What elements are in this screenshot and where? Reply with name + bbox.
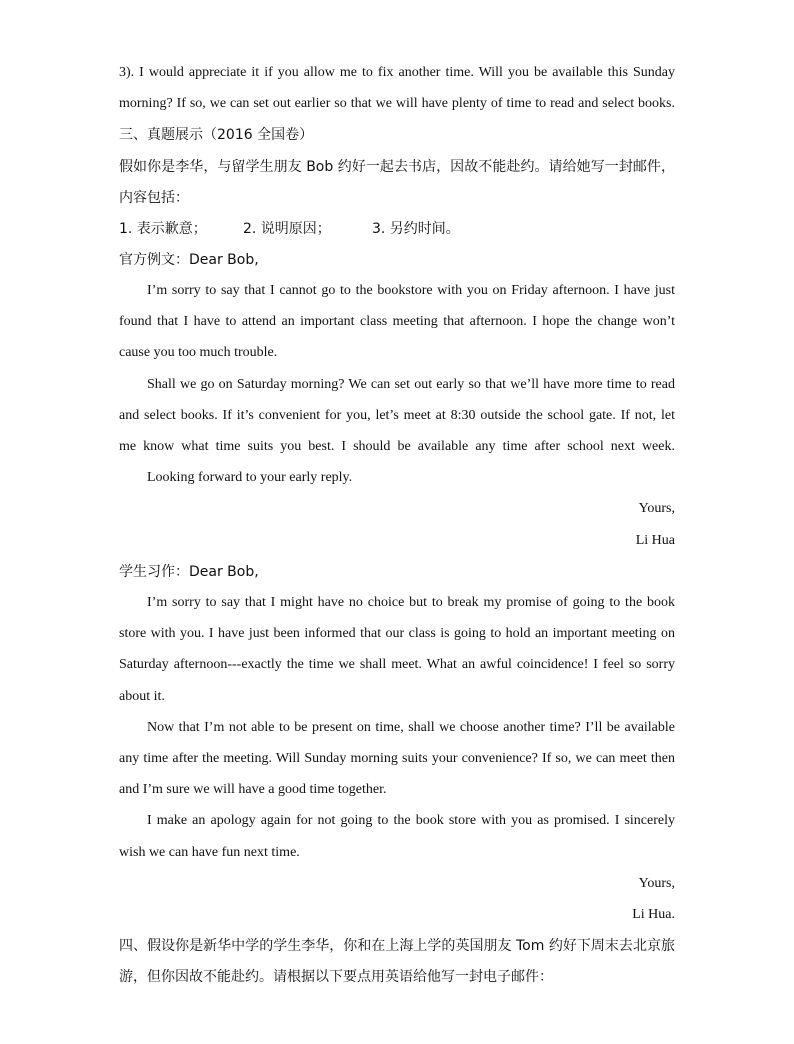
signature-line: Li Hua. bbox=[632, 907, 675, 922]
para-line: Saturday afternoon---exactly the time we shall meet. What an awful coincidence! I feel so sorry bbox=[119, 657, 675, 672]
para-line: Now that I’m not able to be present on time, shall we choose another time? I’ll be available bbox=[147, 720, 675, 735]
para-line: me know what time suits you best. I should be available any time after school next week. bbox=[119, 439, 675, 454]
para-line: and select books. If it’s convenient for you, let’s meet at 8:30 outside the school gate. If not, let bbox=[119, 408, 675, 423]
section-heading: 三、真题展示（2016 全国卷） bbox=[119, 127, 314, 143]
para-line: store with you. I have just been informed that our class is going to hold an important meeting on bbox=[119, 626, 675, 641]
task-prompt-line: 内容包括： bbox=[119, 190, 189, 206]
task-prompt-line: 四、假设你是新华中学的学生李华，你和在上海上学的英国朋友 Tom 约好下周末去北京旅 bbox=[119, 938, 675, 954]
para-line: wish we can have fun next time. bbox=[119, 845, 300, 860]
student-heading: 学生习作：Dear Bob, bbox=[119, 564, 259, 580]
closing-line: Yours, bbox=[638, 501, 675, 516]
para-line: morning? If so, we can set out earlier so that we will have plenty of time to read and select books. bbox=[119, 96, 675, 111]
sample-heading: 官方例文：Dear Bob, bbox=[119, 252, 259, 268]
requirement-item: 1. 表示歉意； bbox=[119, 221, 207, 237]
para-line: Looking forward to your early reply. bbox=[147, 470, 353, 485]
para-line: and I’m sure we will have a good time together. bbox=[119, 782, 387, 797]
requirement-list bbox=[119, 219, 675, 239]
para-line: found that I have to attend an important class meeting that afternoon. I hope the change won’t bbox=[119, 314, 675, 329]
task-prompt-line: 游，但你因故不能赴约。请根据以下要点用英语给他写一封电子邮件： bbox=[119, 969, 553, 985]
signature-line: Li Hua bbox=[635, 533, 675, 548]
para-line: 3). I would appreciate it if you allow me to fix another time. Will you be available this Sunday bbox=[119, 65, 675, 80]
closing-line: Yours, bbox=[638, 876, 675, 891]
requirement-item: 3. 另约时间。 bbox=[372, 221, 460, 237]
para-line: Shall we go on Saturday morning? We can set out early so that we’ll have more time to read bbox=[147, 377, 675, 392]
requirement-item: 2. 说明原因； bbox=[243, 221, 331, 237]
para-line: I’m sorry to say that I might have no choice but to break my promise of going to the book bbox=[147, 595, 675, 610]
para-line: I’m sorry to say that I cannot go to the bookstore with you on Friday afternoon. I have just bbox=[147, 283, 675, 298]
para-line: about it. bbox=[119, 689, 165, 704]
para-line: any time after the meeting. Will Sunday morning suits your convenience? If so, we can meet then bbox=[119, 751, 675, 766]
para-line: I make an apology again for not going to the book store with you as promised. I sincerely bbox=[147, 813, 675, 828]
task-prompt-line: 假如你是李华，与留学生朋友 Bob 约好一起去书店，因故不能赴约。请给她写一封邮件， bbox=[119, 159, 675, 175]
para-line: cause you too much trouble. bbox=[119, 345, 278, 360]
